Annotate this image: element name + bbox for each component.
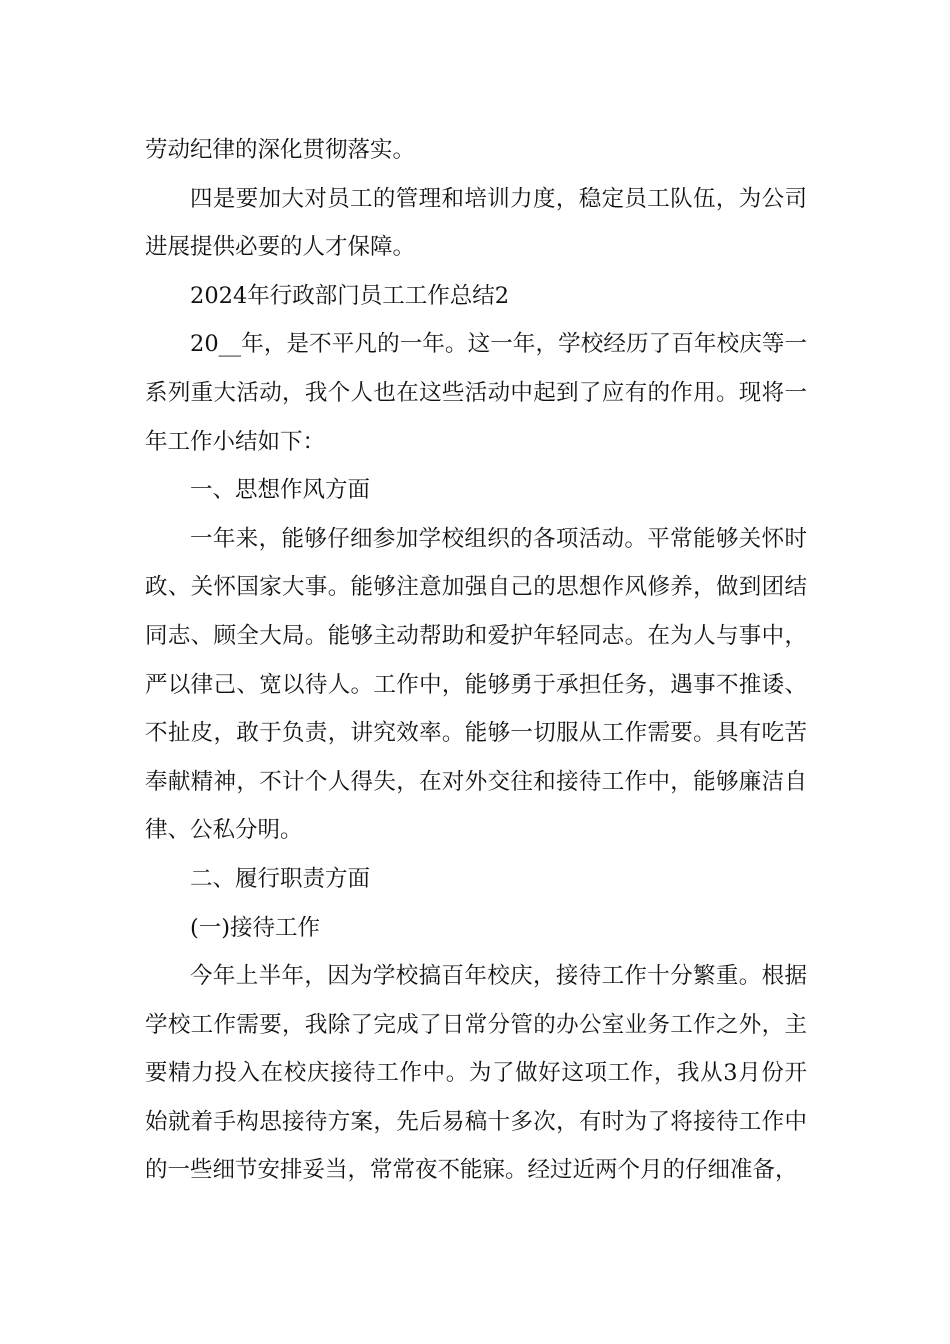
section-heading-ideology: 一、思想作风方面 [190, 477, 371, 504]
paragraph-reception: 今年上半年，因为学校搞百年校庆，接待工作十分繁重。根据学校工作需要，我除了完成了日常分管的办公室业务工作之外，主要精力投入在校庆接待工作中。为了做好这项工作，我从3月份开始就着手构思接待方案，先后易稿十多次，有时为了将接待工作中的一些细节安排妥当，常常夜不能寐。经过近两个月的仔细准备， [145, 963, 807, 1184]
document-body [145, 126, 807, 1195]
paragraph-ideology: 一年来，能够仔细参加学校组织的各项活动。平常能够关怀时政、关怀国家大事。能够注意加强自己的思想作风修养，做到团结同志、顾全大局。能够主动帮助和爱护年轻同志。在为人与事中，严以律己、宽以待人。工作中，能够勇于承担任务，遇事不推诿、不扯皮，敢于负责，讲究效率。能够一切服从工作需要。具有吃苦奉献精神，不计个人得失，在对外交往和接待工作中，能够廉洁自律、公私分明。 [145, 525, 807, 844]
document-section-title: 2024年行政部门员工工作总结2 [190, 282, 510, 309]
section-heading-duties: 二、履行职责方面 [190, 865, 371, 892]
subsection-heading-reception: (一)接待工作 [190, 914, 321, 941]
paragraph-continuation: 劳动纪律的深化贯彻落实。 [145, 137, 416, 163]
paragraph-staff-training: 四是要加大对员工的管理和培训力度，稳定员工队伍，为公司进展提供必要的人才保障。 [145, 185, 807, 261]
paragraph-intro: 20__年，是不平凡的一年。这一年，学校经历了百年校庆等一系列重大活动，我个人也在这些活动中起到了应有的作用。现将一年工作小结如下： [145, 331, 807, 455]
